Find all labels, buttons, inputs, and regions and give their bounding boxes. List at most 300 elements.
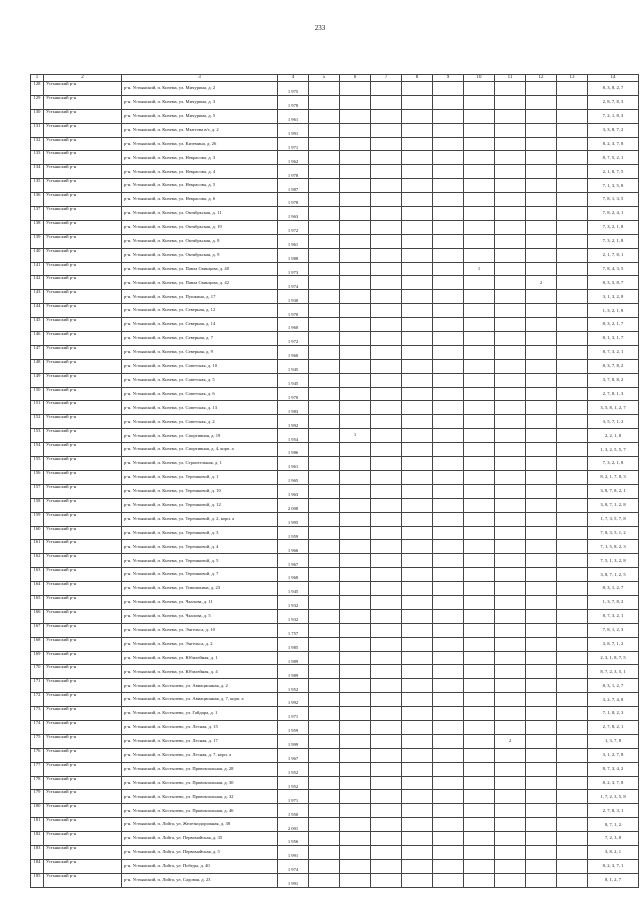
district-cell: Устьянский р-н: [44, 540, 122, 554]
district-cell: Устьянский р-н: [44, 609, 122, 623]
column-10-cell: 1: [464, 262, 495, 276]
address-cell: р-н. Устьянский, п. Костылево, ул. Привокзальная, д. 46: [122, 804, 278, 818]
empty-cell: [402, 262, 433, 276]
table-row: [31, 276, 639, 290]
empty-cell: [371, 609, 402, 623]
code-cell: 7, 8, 1, 2, 3: [588, 623, 639, 637]
empty-cell: [309, 151, 340, 165]
column-header: 10: [464, 75, 495, 82]
column-6-cell: [340, 345, 371, 359]
address-cell: р-н. Устьянский, п. Кизема, ул. Чкалова, д. 11: [122, 595, 278, 609]
column-10-cell: [464, 95, 495, 109]
code-cell: 1, 3, 2, 1, 8: [588, 304, 639, 318]
empty-cell: [433, 207, 464, 221]
empty-cell: [433, 359, 464, 373]
empty-cell: [371, 95, 402, 109]
empty-cell: [309, 137, 340, 151]
empty-cell: [309, 415, 340, 429]
empty-cell: [371, 457, 402, 471]
code-cell: 1, 3, 2, 5, 5, 7: [588, 443, 639, 457]
year-cell: 1 970: [278, 304, 309, 318]
column-6-cell: [340, 193, 371, 207]
empty-cell: [557, 512, 588, 526]
code-cell: 7, 1, 3, 5, 8: [588, 179, 639, 193]
column-12-cell: [526, 443, 557, 457]
table-row: [31, 859, 639, 873]
empty-cell: [433, 554, 464, 568]
column-12-cell: [526, 151, 557, 165]
empty-cell: [433, 290, 464, 304]
row-number-cell: 177: [31, 762, 44, 776]
table-row: [31, 318, 639, 332]
column-10-cell: [464, 540, 495, 554]
column-11-cell: 2: [495, 734, 526, 748]
column-10-cell: [464, 137, 495, 151]
column-11-cell: [495, 554, 526, 568]
empty-cell: [309, 276, 340, 290]
column-12-cell: [526, 262, 557, 276]
row-number-cell: 144: [31, 304, 44, 318]
empty-cell: [309, 526, 340, 540]
district-cell: Устьянский р-н: [44, 832, 122, 846]
district-cell: Устьянский р-н: [44, 290, 122, 304]
empty-cell: [371, 304, 402, 318]
year-cell: 1 999: [278, 734, 309, 748]
district-cell: Устьянский р-н: [44, 512, 122, 526]
district-cell: Устьянский р-н: [44, 318, 122, 332]
district-cell: Устьянский р-н: [44, 762, 122, 776]
district-cell: Устьянский р-н: [44, 276, 122, 290]
column-6-cell: [340, 512, 371, 526]
district-cell: Устьянский р-н: [44, 165, 122, 179]
table-row: [31, 526, 639, 540]
column-11-cell: [495, 429, 526, 443]
address-cell: р-н. Устьянский, п. Кизема, ул. Северная, д. 12: [122, 304, 278, 318]
column-12-cell: [526, 554, 557, 568]
code-cell: 2, 7, 8, 2, 1: [588, 720, 639, 734]
district-cell: Устьянский р-н: [44, 359, 122, 373]
code-cell: 7, 3, 2, 1, 8: [588, 220, 639, 234]
column-11-cell: [495, 304, 526, 318]
row-number-cell: 140: [31, 248, 44, 262]
district-cell: Устьянский р-н: [44, 498, 122, 512]
row-number-cell: 138: [31, 220, 44, 234]
year-cell: 1 989: [278, 651, 309, 665]
column-11-cell: [495, 109, 526, 123]
empty-cell: [371, 665, 402, 679]
empty-cell: [371, 318, 402, 332]
column-12-cell: [526, 818, 557, 832]
empty-cell: [402, 790, 433, 804]
empty-cell: [433, 845, 464, 859]
column-12-cell: [526, 387, 557, 401]
row-number-cell: 150: [31, 387, 44, 401]
empty-cell: [433, 693, 464, 707]
address-cell: р-н. Устьянский, п. Кизема, ул. Некрасова, д. 4: [122, 165, 278, 179]
empty-cell: [371, 262, 402, 276]
year-cell: 1 960: [278, 318, 309, 332]
column-11-cell: [495, 762, 526, 776]
table-row: [31, 345, 639, 359]
year-cell: 1 965: [278, 470, 309, 484]
empty-cell: [433, 373, 464, 387]
district-cell: Устьянский р-н: [44, 568, 122, 582]
year-cell: 1 986: [278, 443, 309, 457]
empty-cell: [309, 734, 340, 748]
row-number-cell: 156: [31, 470, 44, 484]
empty-cell: [557, 790, 588, 804]
empty-cell: [309, 554, 340, 568]
column-6-cell: [340, 151, 371, 165]
column-11-cell: [495, 845, 526, 859]
table-row: [31, 679, 639, 693]
column-12-cell: [526, 651, 557, 665]
column-6-cell: [340, 290, 371, 304]
column-6-cell: [340, 207, 371, 221]
row-number-cell: 169: [31, 651, 44, 665]
row-number-cell: 143: [31, 290, 44, 304]
empty-cell: [402, 818, 433, 832]
column-header: 12: [526, 75, 557, 82]
code-cell: 3, 1, 3, 2, 8: [588, 290, 639, 304]
column-6-cell: [340, 748, 371, 762]
empty-cell: [433, 179, 464, 193]
column-11-cell: [495, 82, 526, 96]
district-cell: Устьянский р-н: [44, 623, 122, 637]
empty-cell: [557, 151, 588, 165]
code-cell: 3, 8, 7, 1, 2: [588, 637, 639, 651]
column-6-cell: [340, 720, 371, 734]
address-cell: р-н. Устьянский, п. Костылево, ул. Гайдара, д. 1: [122, 707, 278, 721]
table-row: [31, 151, 639, 165]
column-11-cell: [495, 748, 526, 762]
district-cell: Устьянский р-н: [44, 109, 122, 123]
code-cell: 3, 1, 2, 7, 8: [588, 748, 639, 762]
address-cell: р-н. Устьянский, п. Кизема, ул. Северная, д. 7: [122, 332, 278, 346]
code-cell: 1, 3, 7, 8: [588, 734, 639, 748]
district-cell: Устьянский р-н: [44, 137, 122, 151]
empty-cell: [402, 582, 433, 596]
empty-cell: [371, 207, 402, 221]
empty-cell: [309, 790, 340, 804]
empty-cell: [371, 720, 402, 734]
code-cell: 1, 3, 7, 8, 2: [588, 595, 639, 609]
empty-cell: [402, 623, 433, 637]
year-cell: 1 974: [278, 276, 309, 290]
empty-cell: [433, 804, 464, 818]
table-row: [31, 540, 639, 554]
row-number-cell: 157: [31, 484, 44, 498]
empty-cell: [402, 429, 433, 443]
district-cell: Устьянский р-н: [44, 387, 122, 401]
empty-cell: [557, 568, 588, 582]
empty-cell: [402, 304, 433, 318]
column-6-cell: [340, 304, 371, 318]
empty-cell: [402, 165, 433, 179]
column-12-cell: [526, 720, 557, 734]
year-cell: 1 991: [278, 845, 309, 859]
empty-cell: [309, 748, 340, 762]
empty-cell: [557, 804, 588, 818]
column-10-cell: [464, 582, 495, 596]
district-cell: Устьянский р-н: [44, 429, 122, 443]
row-number-cell: 174: [31, 720, 44, 734]
row-number-cell: 178: [31, 776, 44, 790]
column-11-cell: [495, 207, 526, 221]
empty-cell: [309, 832, 340, 846]
row-number-cell: 151: [31, 401, 44, 415]
column-10-cell: [464, 873, 495, 887]
column-10-cell: [464, 845, 495, 859]
table-row: [31, 762, 639, 776]
column-12-cell: [526, 679, 557, 693]
district-cell: Устьянский р-н: [44, 526, 122, 540]
code-cell: 2, 1, 8, 7, 5: [588, 165, 639, 179]
column-11-cell: [495, 707, 526, 721]
row-number-cell: 137: [31, 207, 44, 221]
empty-cell: [433, 707, 464, 721]
column-6-cell: [340, 568, 371, 582]
year-cell: 1 987: [278, 179, 309, 193]
empty-cell: [402, 207, 433, 221]
code-cell: 7, 8, 1, 3, 5: [588, 193, 639, 207]
row-number-cell: 185: [31, 873, 44, 887]
column-6-cell: [340, 582, 371, 596]
empty-cell: [402, 401, 433, 415]
address-cell: р-н. Устьянский, п. Кизема, ул. Октябрьская, д. 9: [122, 248, 278, 262]
column-6-cell: [340, 109, 371, 123]
column-11-cell: [495, 595, 526, 609]
table-row: [31, 179, 639, 193]
district-cell: Устьянский р-н: [44, 595, 122, 609]
table-row: [31, 845, 639, 859]
empty-cell: [402, 693, 433, 707]
address-cell: р-н. Устьянский, п. Костылево, ул. Привокзальная, д. 30: [122, 776, 278, 790]
empty-cell: [433, 665, 464, 679]
empty-cell: [371, 804, 402, 818]
code-cell: 8, 1, 3, 1, 7: [588, 332, 639, 346]
column-6-cell: [340, 262, 371, 276]
column-11-cell: [495, 137, 526, 151]
column-10-cell: [464, 665, 495, 679]
empty-cell: [309, 470, 340, 484]
column-10-cell: [464, 165, 495, 179]
empty-cell: [557, 526, 588, 540]
year-cell: 1 992: [278, 415, 309, 429]
table-row: [31, 123, 639, 137]
empty-cell: [371, 859, 402, 873]
empty-cell: [433, 609, 464, 623]
row-number-cell: 171: [31, 679, 44, 693]
table-row: [31, 873, 639, 887]
column-12-cell: [526, 637, 557, 651]
code-cell: 8, 2, 3, 7, 8: [588, 776, 639, 790]
empty-cell: [402, 873, 433, 887]
column-header: 1: [31, 75, 44, 82]
column-6-cell: [340, 359, 371, 373]
code-cell: 2, 7, 8, 3, 1: [588, 804, 639, 818]
column-10-cell: [464, 207, 495, 221]
address-cell: р-н. Устьянский, п. Костылево, ул. Лесная, д. 15: [122, 720, 278, 734]
column-10-cell: [464, 387, 495, 401]
code-cell: 2, 2, 1, 8: [588, 429, 639, 443]
empty-cell: [433, 568, 464, 582]
empty-cell: [557, 165, 588, 179]
column-6-cell: [340, 415, 371, 429]
empty-cell: [309, 873, 340, 887]
year-cell: 1 983: [278, 401, 309, 415]
address-cell: р-н. Устьянский, п. Кизема, ул. Чкалова, д. 5: [122, 609, 278, 623]
empty-cell: [557, 859, 588, 873]
row-number-cell: 170: [31, 665, 44, 679]
empty-cell: [557, 845, 588, 859]
code-cell: 8, 7, 3, 2, 1: [588, 609, 639, 623]
column-6-cell: [340, 832, 371, 846]
empty-cell: [557, 304, 588, 318]
empty-cell: [371, 693, 402, 707]
code-cell: 8, 2, 1, 7, 8, 3: [588, 470, 639, 484]
column-12-cell: [526, 748, 557, 762]
code-cell: 7, 8, 3, 5, 1, 2: [588, 526, 639, 540]
row-number-cell: 146: [31, 332, 44, 346]
year-cell: 1 952: [278, 679, 309, 693]
empty-cell: [402, 220, 433, 234]
column-11-cell: [495, 818, 526, 832]
empty-cell: [371, 651, 402, 665]
empty-cell: [433, 429, 464, 443]
table-row: [31, 262, 639, 276]
column-11-cell: [495, 859, 526, 873]
year-cell: 1 952: [278, 762, 309, 776]
empty-cell: [557, 762, 588, 776]
year-cell: 1 963: [278, 207, 309, 221]
district-cell: Устьянский р-н: [44, 207, 122, 221]
empty-cell: [433, 818, 464, 832]
empty-cell: [371, 582, 402, 596]
address-cell: р-н. Устьянский, п. Кизема, ул. Терешковой, д. 5: [122, 554, 278, 568]
table-row: [31, 623, 639, 637]
column-header: 11: [495, 75, 526, 82]
year-cell: 1 988: [278, 248, 309, 262]
column-6-cell: [340, 82, 371, 96]
address-cell: р-н. Устьянский, п. Кизема, ул. Киземина, д. 26: [122, 137, 278, 151]
empty-cell: [371, 845, 402, 859]
empty-cell: [309, 359, 340, 373]
column-header: 9: [433, 75, 464, 82]
empty-cell: [433, 623, 464, 637]
empty-cell: [309, 262, 340, 276]
empty-cell: [371, 818, 402, 832]
table-row: [31, 512, 639, 526]
empty-cell: [433, 248, 464, 262]
empty-cell: [402, 387, 433, 401]
column-11-cell: [495, 540, 526, 554]
empty-cell: [557, 457, 588, 471]
empty-cell: [371, 387, 402, 401]
column-6-cell: [340, 401, 371, 415]
column-10-cell: [464, 748, 495, 762]
empty-cell: [309, 818, 340, 832]
empty-cell: [371, 179, 402, 193]
empty-cell: [433, 748, 464, 762]
table-row: [31, 304, 639, 318]
empty-cell: [557, 193, 588, 207]
empty-cell: [433, 679, 464, 693]
empty-cell: [402, 290, 433, 304]
column-10-cell: [464, 790, 495, 804]
code-cell: 8, 7, 1, 2: [588, 818, 639, 832]
year-cell: 1 985: [278, 637, 309, 651]
address-cell: р-н. Устьянский, п. Кизема, ул. Северная, д. 14: [122, 318, 278, 332]
empty-cell: [402, 95, 433, 109]
district-cell: Устьянский р-н: [44, 401, 122, 415]
column-6-cell: [340, 693, 371, 707]
empty-cell: [402, 137, 433, 151]
table-row: [31, 776, 639, 790]
district-cell: Устьянский р-н: [44, 373, 122, 387]
column-11-cell: [495, 637, 526, 651]
address-cell: р-н. Устьянский, п. Кизема, ул. Спортивная, д. 4, корп. а: [122, 443, 278, 457]
column-10-cell: [464, 373, 495, 387]
code-cell: 8, 7, 3, 2, 1: [588, 345, 639, 359]
empty-cell: [557, 318, 588, 332]
empty-cell: [402, 776, 433, 790]
empty-cell: [402, 332, 433, 346]
row-number-cell: 141: [31, 262, 44, 276]
district-cell: Устьянский р-н: [44, 248, 122, 262]
empty-cell: [557, 720, 588, 734]
address-cell: р-н. Устьянский, п. Кизема, ул. Энгельса, д. 10: [122, 623, 278, 637]
year-cell: 1 945: [278, 373, 309, 387]
empty-cell: [371, 151, 402, 165]
column-11-cell: [495, 873, 526, 887]
column-12-cell: [526, 707, 557, 721]
column-header: 3: [122, 75, 278, 82]
row-number-cell: 166: [31, 609, 44, 623]
table-row: [31, 401, 639, 415]
column-12-cell: [526, 512, 557, 526]
year-cell: 1 961: [278, 109, 309, 123]
year-cell: 1 967: [278, 554, 309, 568]
table-row: [31, 332, 639, 346]
row-number-cell: 180: [31, 804, 44, 818]
column-11-cell: [495, 498, 526, 512]
column-11-cell: [495, 693, 526, 707]
year-cell: 1 757: [278, 623, 309, 637]
row-number-cell: 164: [31, 582, 44, 596]
empty-cell: [402, 512, 433, 526]
row-number-cell: 136: [31, 193, 44, 207]
column-12-cell: [526, 609, 557, 623]
column-6-cell: [340, 484, 371, 498]
column-10-cell: [464, 609, 495, 623]
column-10-cell: [464, 123, 495, 137]
empty-cell: [402, 859, 433, 873]
column-10-cell: [464, 276, 495, 290]
empty-cell: [309, 318, 340, 332]
district-cell: Устьянский р-н: [44, 332, 122, 346]
empty-cell: [371, 123, 402, 137]
address-cell: р-н. Устьянский, п. Кизема, ул. Терешковой, д. 7: [122, 568, 278, 582]
empty-cell: [371, 137, 402, 151]
column-12-cell: [526, 401, 557, 415]
column-12-cell: [526, 429, 557, 443]
district-cell: Устьянский р-н: [44, 804, 122, 818]
empty-cell: [433, 790, 464, 804]
column-11-cell: [495, 151, 526, 165]
row-number-cell: 154: [31, 443, 44, 457]
address-cell: р-н. Устьянский, п. Кизема, ул. Советская, д. 2: [122, 415, 278, 429]
